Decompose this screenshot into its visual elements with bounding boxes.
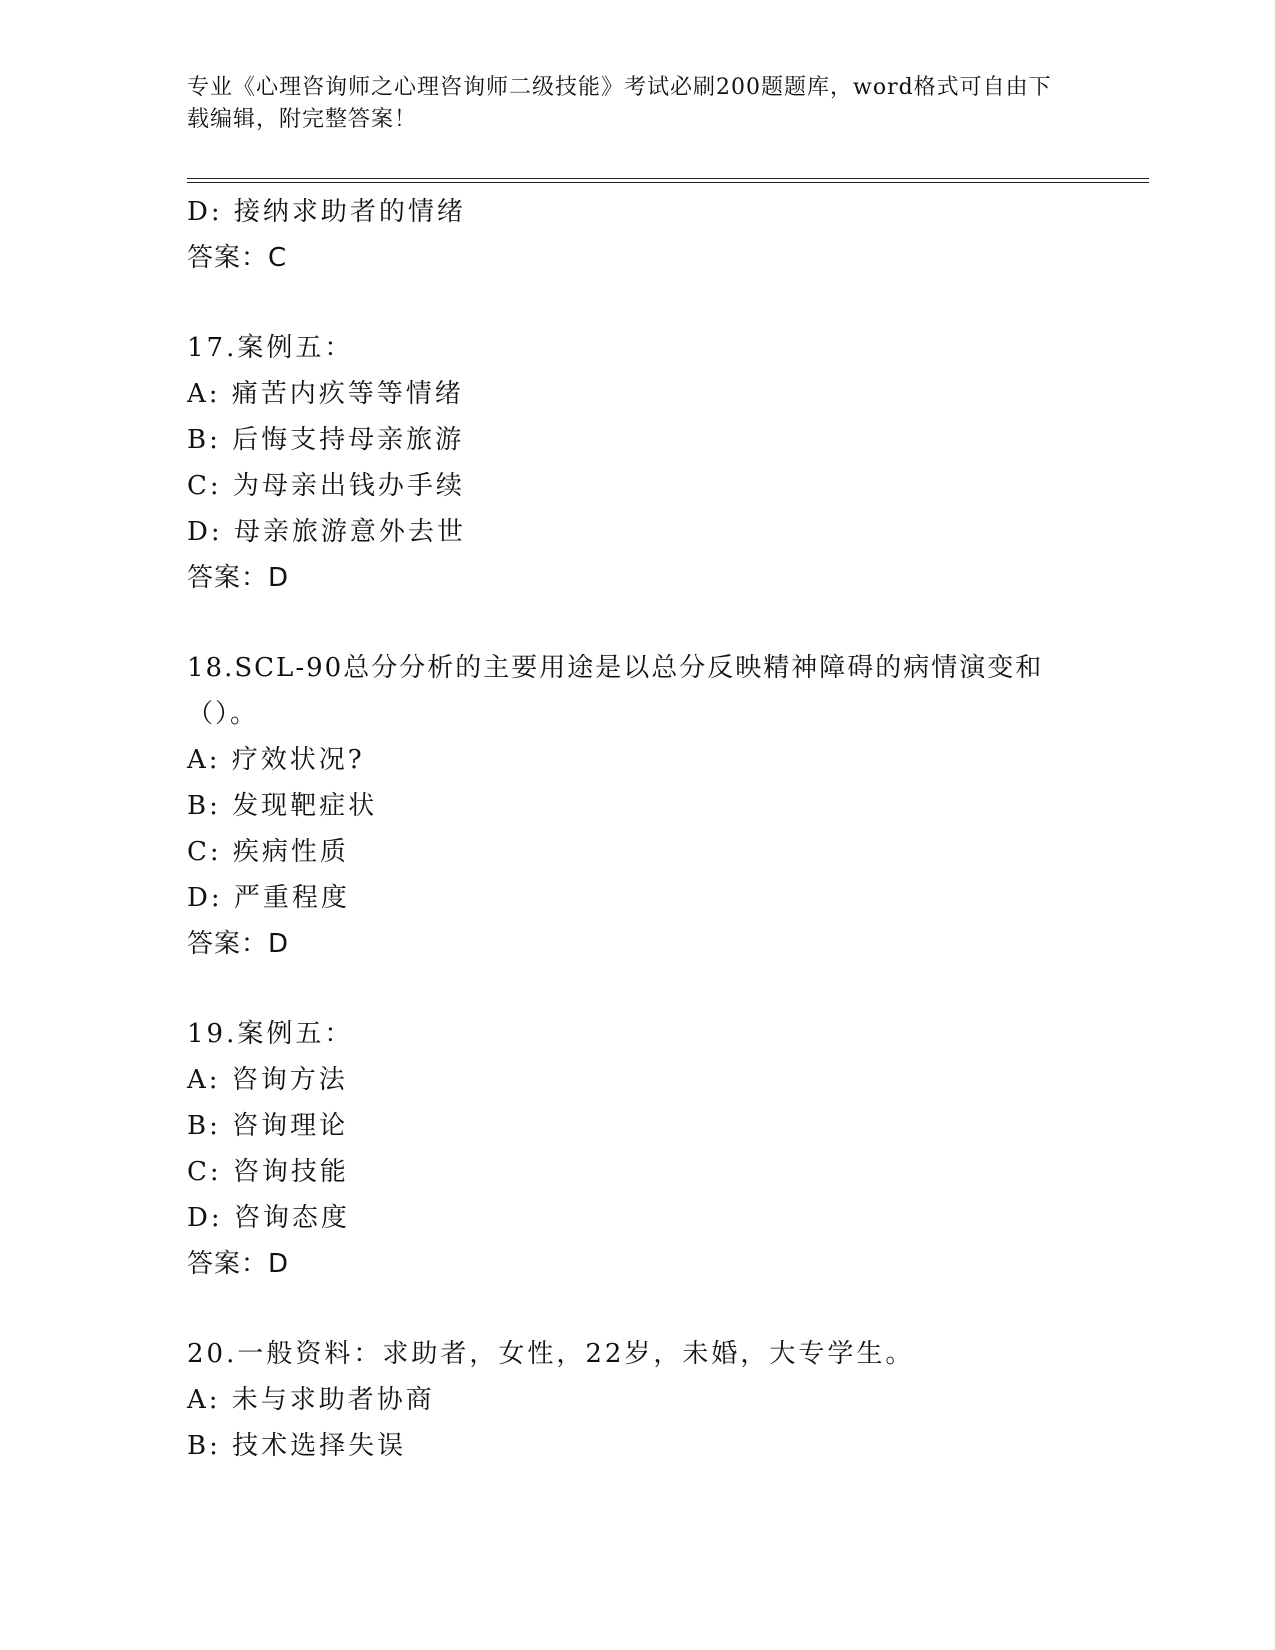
option-d: D: 咨询态度 xyxy=(187,1203,350,1233)
option-b: B: 技术选择失误 xyxy=(187,1431,407,1461)
answer-label: 答案：D xyxy=(187,1249,290,1279)
question-18 xyxy=(187,645,1087,967)
answer-label: 答案：D xyxy=(187,929,290,959)
option-b: B: 后悔支持母亲旅游 xyxy=(187,425,465,455)
option-b: B: 发现靶症状 xyxy=(187,791,378,821)
option-a: A: 未与求助者协商 xyxy=(187,1385,435,1415)
option-d: D: 母亲旅游意外去世 xyxy=(187,517,466,547)
option-a: A: 疗效状况? xyxy=(187,745,365,775)
question-17 xyxy=(187,325,1087,601)
option-c: C: 疾病性质 xyxy=(187,837,349,867)
answer-label: 答案：C xyxy=(187,243,288,273)
option-a: A: 咨询方法 xyxy=(187,1065,348,1095)
header-divider-bottom xyxy=(187,182,1149,183)
question-list xyxy=(187,189,1087,1469)
option-d: D: 严重程度 xyxy=(187,883,350,913)
question-stem: 19.案例五： xyxy=(187,1019,354,1049)
answer-label: 答案：D xyxy=(187,563,290,593)
question-19 xyxy=(187,1011,1087,1287)
option-c: C: 咨询技能 xyxy=(187,1157,349,1187)
option-d: D: 接纳求助者的情绪 xyxy=(187,197,466,227)
question-stem: 17.案例五： xyxy=(187,333,354,363)
question-16-tail xyxy=(187,189,1087,281)
option-a: A: 痛苦内疚等等情绪 xyxy=(187,379,464,409)
option-c: C: 为母亲出钱办手续 xyxy=(187,471,465,501)
option-b: B: 咨询理论 xyxy=(187,1111,349,1141)
document-header: 专业《心理咨询师之心理咨询师二级技能》考试必刷200题题库，word格式可自由下载编辑，附完整答案！ xyxy=(187,75,1052,132)
question-stem: 18.SCL-90总分分析的主要用途是以总分反映精神障碍的病情演变和（）。 xyxy=(187,653,1044,729)
question-stem: 20.一般资料：求助者，女性，22岁，未婚，大专学生。 xyxy=(187,1339,915,1369)
question-20 xyxy=(187,1331,1087,1469)
header-divider-top xyxy=(187,178,1149,179)
